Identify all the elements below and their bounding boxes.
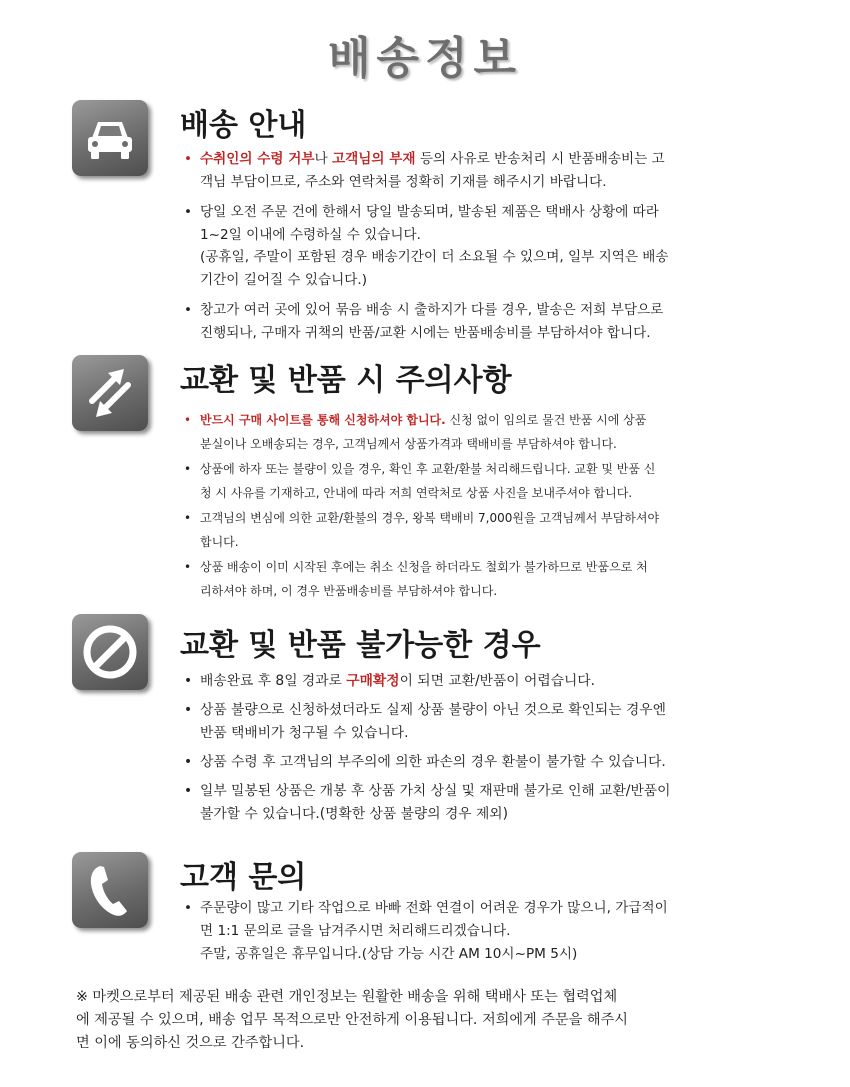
list-text: 나 — [314, 151, 332, 167]
list-text: • 주문량이 많고 기타 작업으로 바빠 전화 연결이 어려운 경우가 많으니, 가급적이 — [200, 900, 668, 916]
prohibited-icon — [72, 614, 148, 690]
inquiry-heading: 고객 문의 — [180, 860, 307, 895]
delivery-heading: 배송 안내 — [180, 108, 307, 143]
swap-arrows-icon — [72, 355, 148, 431]
impossible-list — [184, 670, 734, 832]
car-icon — [72, 100, 148, 176]
list-item — [184, 555, 734, 603]
phone-icon — [72, 852, 148, 928]
inquiry-list — [184, 897, 734, 966]
list-text: • 일부 밀봉된 상품은 개봉 후 상품 가치 상실 및 재판매 불가로 인해 교환/반품이 — [200, 783, 671, 799]
list-text: 리하셔야 하며, 이 경우 반품배송비를 부담하셔야 합니다. — [200, 584, 498, 598]
page-title: 배송정보 — [327, 33, 522, 84]
list-item — [184, 299, 734, 344]
list-text: 청 시 사유를 기재하고, 안내에 따라 저희 연락처로 상품 사진을 보내주셔야 합니다. — [200, 486, 633, 500]
list-text: 분실이나 오배송되는 경우, 고객님께서 상품가격과 택배비를 부담하셔야 합니다. — [200, 437, 617, 451]
list-text: • 상품에 하자 또는 불량이 있을 경우, 확인 후 교환/환불 처리해드립니다. 교환 및 반품 신 — [200, 462, 656, 476]
list-text: • 상품 불량으로 신청하셨더라도 실제 상품 불량이 아닌 것으로 확인되는 경우엔 — [200, 702, 666, 718]
exchange-list — [184, 408, 734, 604]
list-text: 배송완료 후 8일 경과로 — [200, 673, 347, 689]
list-text: 주말, 공휴일은 휴무입니다.(상담 가능 시간 AM 10시~PM 5시) — [200, 946, 578, 962]
list-text: 객님 부담이므로, 주소와 연락처를 정확히 기재를 해주시기 바랍니다. — [200, 173, 607, 190]
list-text: • 창고가 여러 곳에 있어 묶음 배송 시 출하지가 다를 경우, 발송은 저희 부담으로 — [200, 302, 664, 318]
list-text: • 당일 오전 주문 건에 한해서 당일 발송되며, 발송된 제품은 택배사 상황에 따라 — [200, 204, 659, 220]
list-item — [184, 457, 734, 505]
list-text: 합니다. — [200, 535, 239, 549]
list-text: 1~2일 이내에 수령하실 수 있습니다. — [200, 226, 422, 243]
list-item — [184, 506, 734, 554]
list-text: • 상품 수령 후 고객님의 부주의에 의한 파손의 경우 환불이 불가할 수 있습니다. — [200, 754, 666, 770]
list-item — [184, 780, 734, 826]
note-line: 에 제공될 수 있으며, 배송 업무 목적으로만 안전하게 이용됩니다. 저희에게 주문을 해주시 — [76, 1012, 629, 1028]
list-text: 기간이 길어질 수 있습니다.) — [200, 271, 368, 288]
exchange-heading: 교환 및 반품 시 주의사항 — [180, 363, 512, 398]
list-item — [184, 148, 734, 193]
highlight-text: 구매확정 — [346, 673, 400, 689]
list-text: 불가할 수 있습니다.(명확한 상품 불량의 경우 제외) — [200, 806, 509, 822]
delivery-list — [184, 148, 734, 352]
highlight-text: 고객님의 부재 — [331, 151, 416, 167]
list-text: 신청 없이 임의로 물건 반품 시에 상품 — [445, 413, 647, 427]
list-item — [184, 201, 734, 291]
note-line: ※ 마켓으로부터 제공된 배송 관련 개인정보는 원활한 배송을 위해 택배사 또는 협력업체 — [76, 989, 618, 1005]
impossible-heading: 교환 및 반품 불가능한 경우 — [180, 628, 541, 663]
list-text: 진행되나, 구매자 귀책의 반품/교환 시에는 반품배송비를 부담하셔야 합니다. — [200, 324, 651, 341]
list-item — [184, 408, 734, 456]
list-item — [184, 751, 734, 774]
list-item — [184, 699, 734, 745]
list-text: 등의 사유로 반송처리 시 반품배송비는 고 — [415, 151, 665, 167]
note-line: 면 이에 동의하신 것으로 간주합니다. — [76, 1035, 305, 1051]
list-text: 면 1:1 문의로 글을 남겨주시면 처리해드리겠습니다. — [200, 923, 511, 939]
list-text: 이 되면 교환/반품이 어렵습니다. — [399, 673, 596, 689]
list-text: • 상품 배송이 이미 시작된 후에는 취소 신청을 하더라도 철회가 불가하므로 반품으로 처 — [200, 560, 648, 574]
highlight-text: 반드시 구매 사이트를 통해 신청하셔야 합니다. — [200, 413, 446, 427]
privacy-note — [76, 986, 766, 1055]
list-item — [184, 670, 734, 693]
list-text: (공휴일, 주말이 포함된 경우 배송기간이 더 소요될 수 있으며, 일부 지역은 배송 — [200, 249, 669, 265]
list-text: 반품 택배비가 청구될 수 있습니다. — [200, 725, 409, 741]
list-text: • 고객님의 변심에 의한 교환/환불의 경우, 왕복 택배비 7,000원을 고객님께서 부담하셔야 — [200, 511, 660, 525]
list-item — [184, 897, 734, 966]
highlight-text: 수취인의 수령 거부 — [200, 151, 315, 167]
